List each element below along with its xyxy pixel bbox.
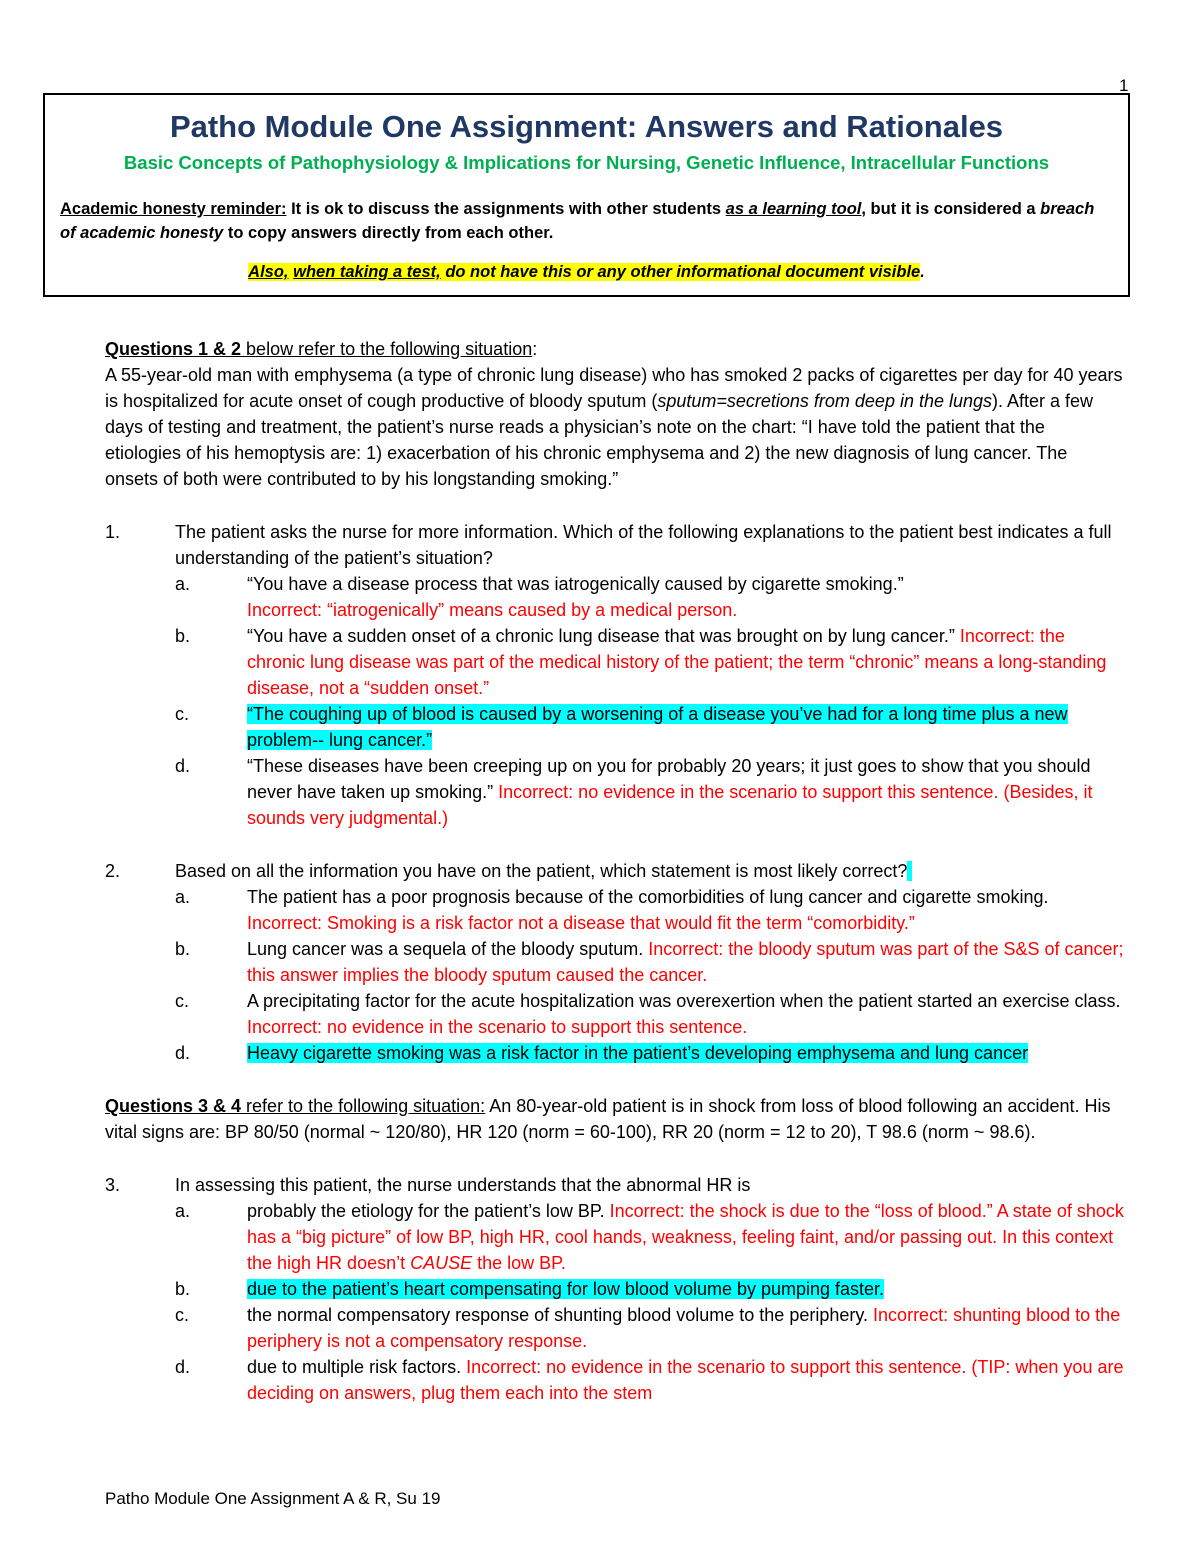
header-box — [43, 93, 1130, 297]
document-body — [105, 336, 1125, 1406]
page-footer: Patho Module One Assignment A & R, Su 19 — [105, 1489, 441, 1508]
question-number: 3. — [105, 1175, 121, 1195]
test-reminder — [45, 263, 1128, 282]
question-3 — [105, 1172, 1125, 1198]
correct-answer-highlight: due to the patient’s heart compensating for low blood volume by pumping faster. — [247, 1279, 885, 1299]
correct-answer-highlight: Heavy cigarette smoking was a risk factor in the patient’s developing emphysema and lung cancer — [247, 1043, 1029, 1063]
honesty-breach: breach of academic honesty — [60, 200, 1095, 242]
reminder-also: Also, — [248, 263, 289, 281]
option-3d: d. due to multiple risk factors. Incorrect: no evidence in the scenario to support this sentence. (TIP: when you are deciding on answers, plug them each into the stem — [175, 1357, 1124, 1403]
reminder-test: when taking a test, — [293, 263, 441, 281]
reminder-period: . — [920, 263, 925, 281]
honesty-learning-tool: as a learning tool — [725, 200, 862, 218]
honesty-text: to copy answers directly from each other. — [223, 224, 554, 242]
option-2a: a. The patient has a poor prognosis because of the comorbidities of lung cancer and cigarette smoking. Incorrect: Smoking is a risk factor not a disease that would fit the term “comorbidity.” — [175, 887, 1049, 933]
rationale: Incorrect: no evidence in the scenario to support this sentence. (TIP: when you are deciding on answers, plug them each into the stem — [247, 1357, 1124, 1403]
rationale: Incorrect: shunting blood to the periphery is not a compensatory response. — [247, 1305, 1121, 1351]
option-3c: c. the normal compensatory response of shunting blood volume to the periphery. Incorrect: shunting blood to the periphery is not a compensatory response. — [175, 1305, 1121, 1351]
situation-1-text: A 55-year-old man with emphysema (a type of chronic lung disease) who has smoked 2 packs of cigarettes per day for 40 years is hospitalized for acute onset of cough productive of bloody sputum (sputum=secretions from deep in the lungs). After a few days of testing and treatment, the patient’s nurse reads a physician’s note on the chart: “I have told the patient that the etiologies of his hemoptysis are: 1) exacerbation of his chronic emphysema and 2) the new diagnosis of lung cancer. The onsets of both were contributed to by his longstanding smoking.” — [105, 365, 1123, 489]
option-1d: d. “These diseases have been creeping up on you for probably 20 years; it just goes to show that you should never have taken up smoking.” Incorrect: no evidence in the scenario to support this sentence. (Besides, it sounds very judgmental.) — [175, 756, 1093, 828]
option-1b: b. “You have a sudden onset of a chronic lung disease that was brought on by lung cancer.” Incorrect: the chronic lung disease was part of the medical history of the patient; the term “chronic” means a long-standing disease, not a “sudden onset.” — [175, 626, 1107, 698]
option-1c-correct: c. “The coughing up of blood is caused by a worsening of a disease you’ve had for a long time plus a new problem-- lung cancer.” — [175, 704, 1068, 750]
question-2 — [105, 858, 1125, 884]
rationale: Incorrect: no evidence in the scenario to support this sentence. (Besides, it sounds very judgmental.) — [247, 782, 1093, 828]
option-2d-correct: d. Heavy cigarette smoking was a risk factor in the patient’s developing emphysema and lung cancer — [175, 1043, 1029, 1063]
rationale: Incorrect: no evidence in the scenario to support this sentence. — [247, 1017, 748, 1037]
question-stem: In assessing this patient, the nurse understands that the abnormal HR is — [175, 1175, 751, 1195]
option-2c: c. A precipitating factor for the acute hospitalization was overexertion when the patient started an exercise class. Incorrect: no evidence in the scenario to support this sentence. — [175, 991, 1121, 1037]
question-stem: The patient asks the nurse for more information. Which of the following explanations to the patient best indicates a full understanding of the patient’s situation? — [175, 522, 1112, 568]
situation-1-label: Questions 1 & 2 below refer to the following situation — [105, 339, 533, 359]
rationale: Incorrect: the bloody sputum was part of the S&S of cancer; this answer implies the bloody sputum caused the cancer. — [247, 939, 1124, 985]
question-1 — [105, 519, 1125, 571]
situation-1-heading: Questions 1 & 2 below refer to the following situation: — [105, 339, 538, 359]
rationale: Incorrect: the chronic lung disease was part of the medical history of the patient; the term “chronic” means a long-standing disease, not a “sudden onset.” — [247, 626, 1107, 698]
document-subtitle: Basic Concepts of Pathophysiology & Implications for Nursing, Genetic Influence, Intracellular Functions — [123, 152, 1050, 173]
honesty-label: Academic honesty reminder: — [60, 200, 287, 218]
rationale: Incorrect: Smoking is a risk factor not a disease that would fit the term “comorbidity.” — [247, 913, 915, 933]
option-3a: a. probably the etiology for the patient’s low BP. Incorrect: the shock is due to the “loss of blood.” A state of shock has a “big picture” of low BP, high HR, cool hands, weakness, feeling faint, and/or passing out. In this context the high HR doesn’t CAUSE the low BP. — [175, 1201, 1124, 1273]
option-1a: a. “You have a disease process that was iatrogenically caused by cigarette smoking.” Incorrect: “iatrogenically” means caused by a medical person. — [175, 574, 904, 620]
question-stem: Based on all the information you have on the patient, which statement is most likely correct? — [175, 861, 908, 881]
document-title: Patho Module One Assignment: Answers and Rationales — [169, 109, 1004, 144]
rationale: Incorrect: the shock is due to the “loss of blood.” A state of shock has a “big picture” of low BP, high HR, cool hands, weakness, feeling faint, and/or passing out. In this context the high HR doesn’t CAUSE the low BP. — [247, 1201, 1124, 1273]
honesty-text: , but it is considered a — [861, 200, 1041, 218]
option-3b-correct: b. due to the patient’s heart compensating for low blood volume by pumping faster. — [175, 1279, 885, 1299]
page-number: 1 — [1119, 76, 1129, 95]
question-number: 1. — [105, 522, 121, 542]
situation-2: Questions 3 & 4 refer to the following situation: An 80-year-old patient is in shock from loss of blood following an accident. His vital signs are: BP 80/50 (normal ~ 120/80), HR 120 (norm = 60-100), RR 20 (norm = 12 to 20), T 98.6 (norm ~ 98.6). — [105, 1096, 1111, 1142]
reminder-text: do not have this or any other informational document visible — [440, 263, 921, 281]
question-number: 2. — [105, 861, 121, 881]
option-2b: b. Lung cancer was a sequela of the bloody sputum. Incorrect: the bloody sputum was part of the S&S of cancer; this answer implies the bloody sputum caused the cancer. — [175, 939, 1124, 985]
situation-2-label: Questions 3 & 4 refer to the following situation: — [105, 1096, 486, 1116]
rationale: Incorrect: “iatrogenically” means caused by a medical person. — [247, 600, 738, 620]
honesty-text: It is ok to discuss the assignments with other students — [286, 200, 726, 218]
correct-answer-highlight: “The coughing up of blood is caused by a worsening of a disease you’ve had for a long time plus a new problem-- lung cancer.” — [247, 704, 1068, 750]
academic-honesty-reminder — [60, 197, 1110, 245]
